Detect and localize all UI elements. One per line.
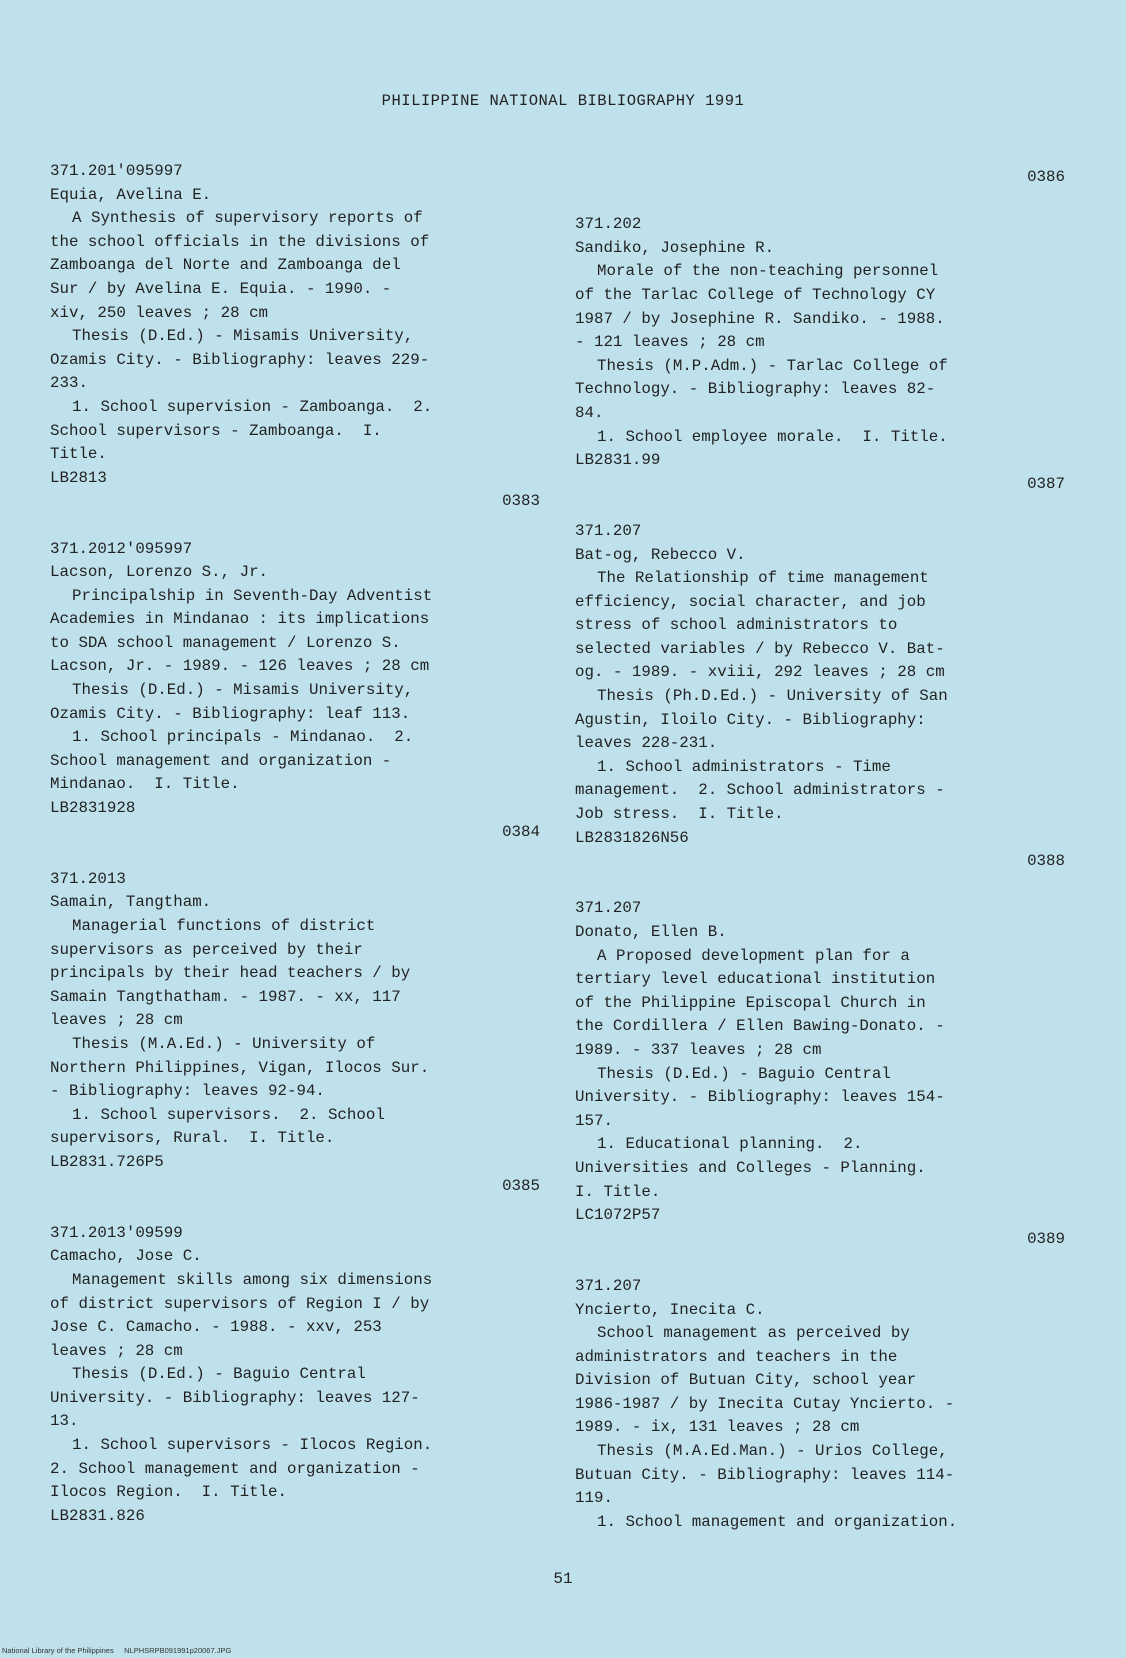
entry-text-line: School management as perceived by [597, 1324, 910, 1343]
author: Lacson, Lorenzo S., Jr. [50, 563, 269, 582]
entry-text-line: Ozamis City. - Bibliography: leaf 113. [50, 704, 411, 723]
entry-text-line: Division of Butuan City, school year [575, 1371, 917, 1390]
entry-text-line: of district supervisors of Region I / by [50, 1294, 430, 1313]
entry-text-line: Title. [50, 445, 107, 464]
entry-text-line: School management and organization - [50, 751, 392, 770]
entry-text-line: Sur / by Avelina E. Equia. - 1990. - [50, 279, 392, 298]
entry-text-line: Technology. - Bibliography: leaves 82- [575, 380, 936, 399]
entry-text-line: Agustin, Iloilo City. - Bibliography: [575, 710, 926, 729]
entry-text-line: 1. School management and organization. [597, 1512, 958, 1531]
spacer [575, 496, 1065, 520]
entry-text-line: 1. School administrators - Time [597, 757, 891, 776]
entry-text-line: 1. School supervisors. 2. School [72, 1105, 385, 1124]
entry-text-line: 119. [575, 1489, 613, 1508]
entry-text-line: Jose C. Camacho. - 1988. - xxv, 253 [50, 1318, 382, 1337]
entry-text-line: supervisors as perceived by their [50, 940, 363, 959]
entry-text-line: Academies in Mindanao : its implications [50, 610, 430, 629]
bibliography-entry [50, 160, 540, 538]
author: Sandiko, Josephine R. [575, 238, 775, 257]
entry-text-line: 1. Educational planning. 2. [597, 1135, 863, 1154]
author: Samain, Tangtham. [50, 893, 212, 912]
lc-class-number: LB2831.99 [575, 451, 661, 470]
entry-text-line: 1986-1987 / by Inecita Cutay Yncierto. - [575, 1394, 955, 1413]
spacer [50, 1198, 540, 1222]
spacer [575, 1251, 1065, 1275]
entry-text-line: Thesis (D.Ed.) - Misamis University, [72, 681, 414, 700]
entry-text-line: 1989. - ix, 131 leaves ; 28 cm [575, 1418, 860, 1437]
entry-text-line: Thesis (M.A.Ed.) - University of [72, 1034, 376, 1053]
bibliography-entry [575, 1275, 1065, 1535]
entry-text-line: Managerial functions of district [72, 917, 376, 935]
call-number: 371.207 [575, 1276, 642, 1295]
entry-text-line: Job stress. I. Title. [575, 805, 784, 824]
entry-text-line: xiv, 250 leaves ; 28 cm [50, 303, 269, 322]
bibliography-entry [50, 868, 540, 1222]
entry-text-line: 233. [50, 374, 88, 393]
entry-text-line: 157. [575, 1111, 613, 1130]
call-number: 371.207 [575, 899, 642, 918]
entry-text-line: Management skills among six dimensions [72, 1270, 433, 1289]
entry-text-line: the Cordillera / Ellen Bawing-Donato. - [575, 1017, 945, 1036]
entry-text-line: selected variables / by Rebecco V. Bat- [575, 639, 945, 658]
entry-number: 0388 [1027, 852, 1065, 871]
author: Equia, Avelina E. [50, 185, 212, 204]
bibliography-entry [575, 897, 1065, 1275]
entry-number: 0384 [502, 822, 540, 841]
entry-number: 0383 [502, 492, 540, 511]
bibliography-entry [575, 520, 1065, 898]
entry-text-line: administrators and teachers in the [575, 1347, 898, 1366]
entry-text-line: I. Title. [575, 1182, 661, 1201]
entry-text-line: Lacson, Jr. - 1989. - 126 leaves ; 28 cm [50, 657, 430, 676]
author: Camacho, Jose C. [50, 1247, 202, 1266]
author: Yncierto, Inecita C. [575, 1300, 765, 1319]
entry-text-line: Principalship in Seventh-Day Adventist [72, 586, 433, 605]
lc-class-number: LB2813 [50, 468, 107, 487]
author: Donato, Ellen B. [575, 923, 727, 941]
entry-text-line: og. - 1989. - xviii, 292 leaves ; 28 cm [575, 663, 945, 682]
page-number: 51 [553, 1570, 573, 1588]
entry-text-line: Butuan City. - Bibliography: leaves 114- [575, 1465, 955, 1484]
entry-text-line: leaves ; 28 cm [50, 1341, 183, 1360]
entry-number: 0389 [1027, 1229, 1065, 1248]
entry-text-line: A Synthesis of supervisory reports of [72, 209, 423, 228]
right-column [575, 166, 1065, 1534]
entry-text-line: Mindanao. I. Title. [50, 775, 240, 794]
entry-text-line: A Proposed development plan for a [597, 946, 910, 965]
lc-class-number: LB2831.726P5 [50, 1152, 164, 1171]
page-title: PHILIPPINE NATIONAL BIBLIOGRAPHY 1991 [381, 92, 745, 110]
entry-text-line: Samain Tangthatham. - 1987. - xx, 117 [50, 987, 401, 1006]
entry-text-line: 2. School management and organization - [50, 1459, 420, 1478]
scan-footer: National Library of the Philippines NLPHSRPB091991p20067.JPG [2, 1646, 232, 1655]
entry-text-line: 1. School employee morale. I. Title. [597, 427, 948, 446]
entry-text-line: management. 2. School administrators - [575, 781, 945, 800]
entry-text-line: principals by their head teachers / by [50, 964, 411, 983]
entry-number: 0386 [1027, 168, 1065, 186]
spacer [50, 514, 540, 538]
spacer [575, 190, 1065, 214]
call-number: 371.202 [575, 215, 642, 234]
entry-text-line: Thesis (M.P.Adm.) - Tarlac College of [597, 356, 948, 375]
entry-text-line: 1. School supervision - Zamboanga. 2. [72, 397, 433, 416]
bibliography-entry [50, 1222, 540, 1529]
entry-text-line: to SDA school management / Lorenzo S. [50, 633, 401, 652]
lc-class-number: LC1072P57 [575, 1206, 661, 1225]
entry-number: 0385 [502, 1176, 540, 1195]
entry-text-line: 84. [575, 403, 604, 422]
entry-text-line: supervisors, Rural. I. Title. [50, 1129, 335, 1148]
entry-text-line: 1. School supervisors - Ilocos Region. [72, 1436, 433, 1455]
entry-text-line: Universities and Colleges - Planning. [575, 1158, 926, 1177]
entry-text-line: University. - Bibliography: leaves 127- [50, 1388, 420, 1407]
bibliography-entry [50, 538, 540, 868]
entry-text-line: Thesis (D.Ed.) - Misamis University, [72, 327, 414, 346]
call-number: 371.2013'09599 [50, 1223, 183, 1242]
lc-class-number: LB2831928 [50, 799, 136, 818]
entry-text-line: 1989. - 337 leaves ; 28 cm [575, 1040, 822, 1059]
spacer [50, 844, 540, 868]
entry-text-line: the school officials in the divisions of [50, 232, 430, 251]
entry-text-line: stress of school administrators to [575, 616, 898, 635]
entry-text-line: The Relationship of time management [597, 569, 929, 588]
entry-text-line: 1. School principals - Mindanao. 2. [72, 728, 414, 747]
entry-text-line: leaves 228-231. [575, 734, 718, 753]
entry-text-line: Ilocos Region. I. Title. [50, 1483, 287, 1502]
entry-text-line: 13. [50, 1412, 79, 1431]
call-number: 371.201'095997 [50, 162, 183, 180]
entry-text-line: Thesis (Ph.D.Ed.) - University of San [597, 687, 948, 706]
call-number: 371.207 [575, 521, 642, 540]
entry-text-line: Morale of the non-teaching personnel [597, 262, 939, 281]
entry-text-line: of the Tarlac College of Technology CY [575, 285, 936, 304]
lc-class-number: LB2831.826 [50, 1506, 145, 1525]
entry-text-line: Zamboanga del Norte and Zamboanga del [50, 256, 401, 275]
entry-text-line: Thesis (D.Ed.) - Baguio Central [72, 1365, 366, 1384]
entry-text-line: leaves ; 28 cm [50, 1011, 183, 1030]
entry-number: 0387 [1027, 474, 1065, 493]
author: Bat-og, Rebecco V. [575, 545, 746, 564]
entry-text-line: Thesis (M.A.Ed.Man.) - Urios College, [597, 1442, 948, 1461]
entry-text-line: Northern Philippines, Vigan, Ilocos Sur. [50, 1058, 430, 1077]
call-number: 371.2013 [50, 869, 126, 888]
lc-class-number: LB2831826N56 [575, 828, 689, 847]
entry-text-line: - Bibliography: leaves 92-94. [50, 1082, 325, 1101]
spacer [575, 874, 1065, 898]
call-number: 371.2012'095997 [50, 539, 193, 558]
entry-text-line: of the Philippine Episcopal Church in [575, 993, 926, 1012]
left-column [50, 160, 540, 1528]
entry-text-line: Thesis (D.Ed.) - Baguio Central [597, 1064, 891, 1083]
bibliography-entry [575, 166, 1065, 520]
entry-text-line: 1987 / by Josephine R. Sandiko. - 1988. [575, 309, 945, 328]
entry-text-line: School supervisors - Zamboanga. I. [50, 421, 382, 440]
entry-text-line: University. - Bibliography: leaves 154- [575, 1088, 945, 1107]
entry-text-line: efficiency, social character, and job [575, 592, 926, 611]
entry-text-line: tertiary level educational institution [575, 970, 936, 989]
entry-text-line: Ozamis City. - Bibliography: leaves 229- [50, 350, 430, 369]
entry-text-line: - 121 leaves ; 28 cm [575, 333, 765, 352]
